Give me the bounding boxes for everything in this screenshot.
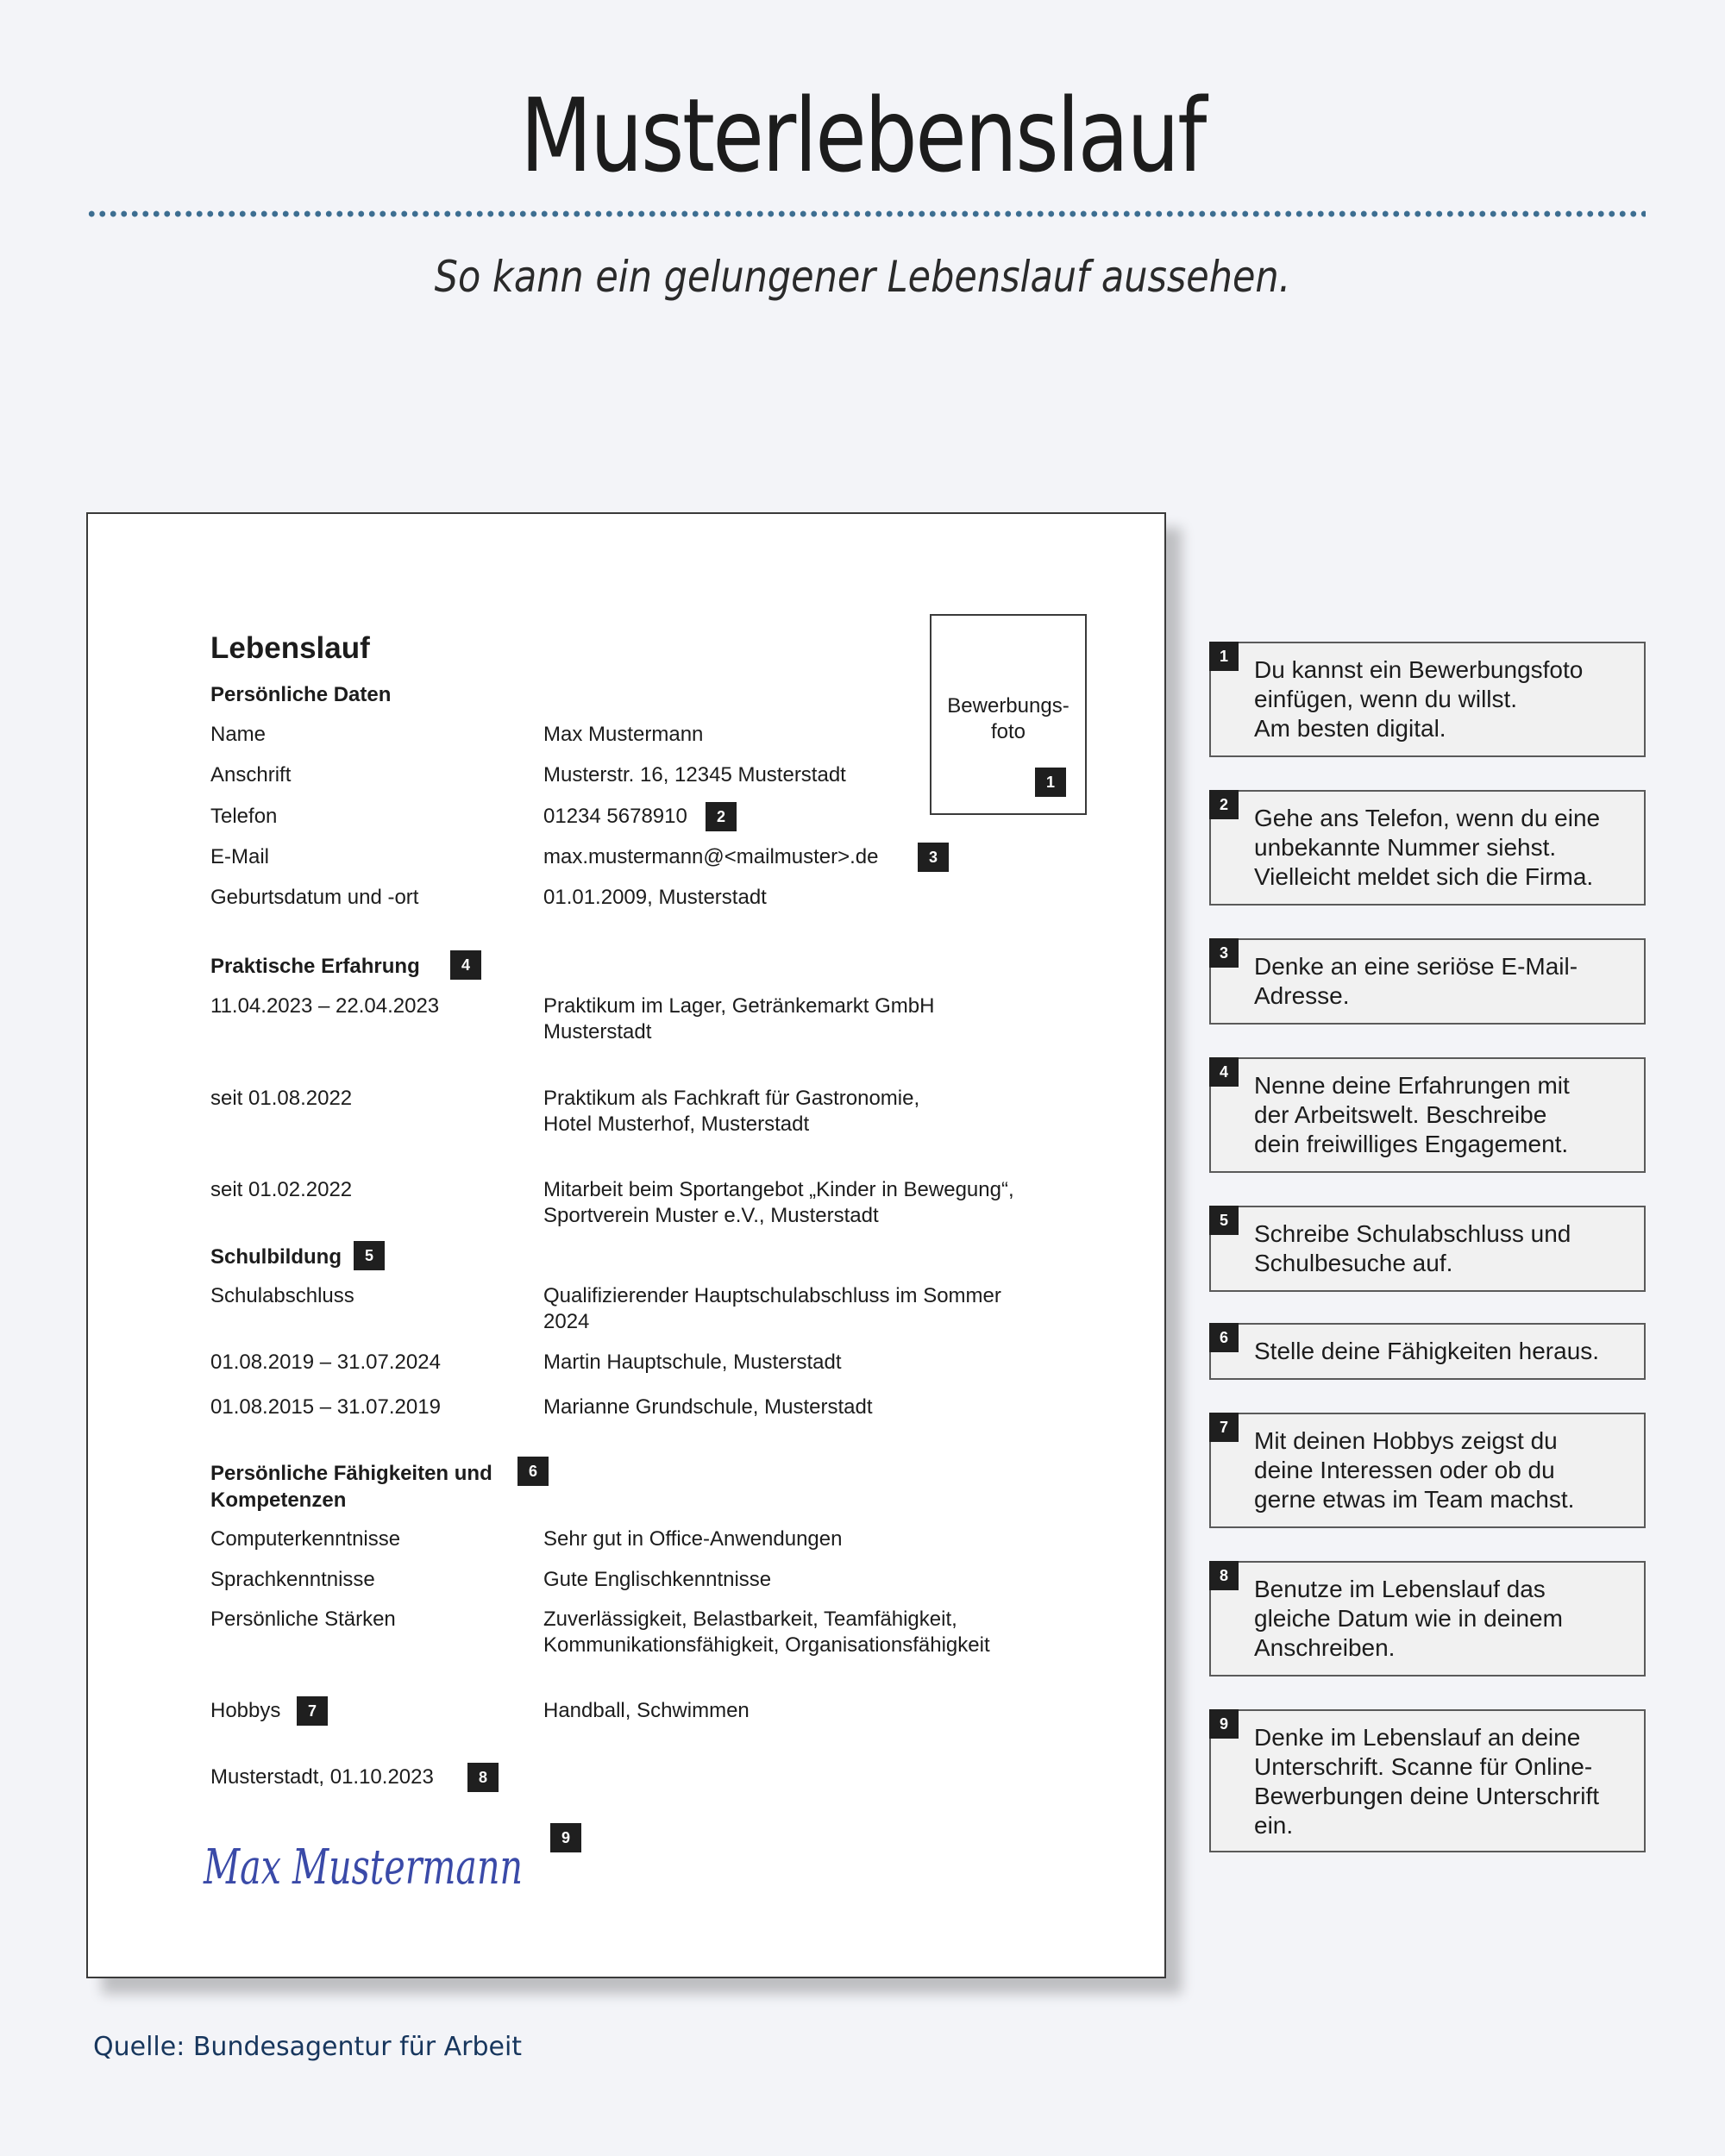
section-title-school: Schulbildung bbox=[210, 1245, 342, 1269]
value-phone: 01234 5678910 bbox=[543, 805, 687, 828]
exp-value-1b: Musterstadt bbox=[543, 1020, 652, 1044]
tip-text-1: Du kannst ein Bewerbungsfoto einfügen, wenn du willst. Am besten digital. bbox=[1254, 656, 1584, 742]
tip-marker-9: 9 bbox=[1209, 1709, 1239, 1739]
label-name: Name bbox=[210, 723, 267, 746]
exp-value-2a: Praktikum als Fachkraft für Gastronomie, bbox=[543, 1087, 920, 1110]
marker-3: 3 bbox=[918, 843, 949, 872]
tip-marker-4: 4 bbox=[1209, 1057, 1239, 1087]
tip-text-7: Mit deinen Hobbys zeigst du deine Interessen oder ob du gerne etwas im Team machst. bbox=[1254, 1427, 1575, 1513]
hobbies-value: Handball, Schwimmen bbox=[543, 1699, 750, 1722]
label-phone: Telefon bbox=[210, 805, 278, 828]
tip-text-2: Gehe ans Telefon, wenn du eine unbekannte Nummer siehst. Vielleicht meldet sich die Firma. bbox=[1254, 805, 1601, 890]
exp-date-3: seit 01.02.2022 bbox=[210, 1178, 353, 1201]
tip-box-3 bbox=[1209, 938, 1646, 1025]
value-email: max.mustermann@<mailmuster>.de bbox=[543, 845, 879, 868]
school-value-3: Marianne Grundschule, Musterstadt bbox=[543, 1395, 873, 1419]
source-credit: Quelle: Bundesagentur für Arbeit bbox=[93, 2032, 523, 2062]
tip-box-4 bbox=[1209, 1057, 1646, 1173]
tip-text-9: Denke im Lebenslauf an deine Unterschrift. Scanne für Online- Bewerbungen deine Unterschrift ein. bbox=[1254, 1724, 1600, 1839]
label-address: Anschrift bbox=[210, 763, 292, 787]
signature-text: Max Mustermann bbox=[203, 1839, 524, 1896]
tip-marker-1: 1 bbox=[1209, 642, 1239, 671]
photo-label: Bewerbungs- foto bbox=[947, 694, 1070, 743]
label-birth: Geburtsdatum und -ort bbox=[210, 886, 419, 909]
section-title-skills-1: Persönliche Fähigkeiten und bbox=[210, 1462, 492, 1485]
section-title-skills-2: Kompetenzen bbox=[210, 1489, 347, 1512]
tip-text-3: Denke an eine seriöse E-Mail- Adresse. bbox=[1254, 953, 1578, 1009]
value-name: Max Mustermann bbox=[543, 723, 704, 746]
tip-marker-8: 8 bbox=[1209, 1561, 1239, 1590]
exp-value-1a: Praktikum im Lager, Getränkemarkt GmbH bbox=[543, 994, 935, 1018]
tip-text-6: Stelle deine Fähigkeiten heraus. bbox=[1254, 1338, 1600, 1364]
tip-box-9 bbox=[1209, 1709, 1646, 1852]
tip-marker-6: 6 bbox=[1209, 1323, 1239, 1352]
tip-marker-3: 3 bbox=[1209, 938, 1239, 968]
tip-box-1 bbox=[1209, 642, 1646, 757]
hobbies-label: Hobbys bbox=[210, 1699, 281, 1722]
value-address: Musterstr. 16, 12345 Musterstadt bbox=[543, 763, 846, 787]
tip-box-5 bbox=[1209, 1206, 1646, 1292]
marker-5: 5 bbox=[354, 1241, 385, 1270]
skills-value-1: Sehr gut in Office-Anwendungen bbox=[543, 1527, 843, 1551]
cv-heading: Lebenslauf bbox=[210, 631, 370, 665]
exp-value-3b: Sportverein Muster e.V., Musterstadt bbox=[543, 1204, 879, 1227]
tip-text-8: Benutze im Lebenslauf das gleiche Datum wie in deinem Anschreiben. bbox=[1254, 1576, 1563, 1661]
label-email: E-Mail bbox=[210, 845, 270, 868]
section-title-personal: Persönliche Daten bbox=[210, 683, 392, 706]
signature bbox=[198, 1816, 543, 1911]
tip-box-7 bbox=[1209, 1413, 1646, 1528]
tip-box-6 bbox=[1209, 1323, 1646, 1380]
marker-4: 4 bbox=[450, 950, 481, 980]
place-date: Musterstadt, 01.10.2023 bbox=[210, 1765, 434, 1789]
school-label-3: 01.08.2015 – 31.07.2019 bbox=[210, 1395, 441, 1419]
exp-value-2b: Hotel Musterhof, Musterstadt bbox=[543, 1112, 810, 1136]
tip-text-4: Nenne deine Erfahrungen mit der Arbeitswelt. Beschreibe dein freiwilliges Engagement. bbox=[1254, 1072, 1570, 1157]
exp-value-3a: Mitarbeit beim Sportangebot „Kinder in Bewegung“, bbox=[543, 1178, 1014, 1201]
exp-date-1: 11.04.2023 – 22.04.2023 bbox=[210, 994, 440, 1018]
marker-1: 1 bbox=[1035, 768, 1066, 797]
skills-label-1: Computerkenntnisse bbox=[210, 1527, 401, 1551]
tip-box-2 bbox=[1209, 790, 1646, 906]
skills-label-3: Persönliche Stärken bbox=[210, 1608, 396, 1631]
school-label-1: Schulabschluss bbox=[210, 1284, 354, 1307]
skills-value-3b: Kommunikationsfähigkeit, Organisationsfähigkeit bbox=[543, 1633, 990, 1657]
photo-placeholder bbox=[930, 614, 1087, 815]
tip-marker-2: 2 bbox=[1209, 790, 1239, 819]
cv-sheet bbox=[86, 512, 1166, 1978]
value-birth: 01.01.2009, Musterstadt bbox=[543, 886, 767, 909]
page-title: Musterlebenslauf bbox=[520, 76, 1205, 195]
tip-text-5: Schreibe Schulabschluss und Schulbesuche auf. bbox=[1254, 1220, 1571, 1276]
tip-marker-5: 5 bbox=[1209, 1206, 1239, 1235]
marker-2: 2 bbox=[706, 802, 737, 831]
marker-8: 8 bbox=[467, 1763, 499, 1792]
school-value-2: Martin Hauptschule, Musterstadt bbox=[543, 1351, 842, 1374]
exp-date-2: seit 01.08.2022 bbox=[210, 1087, 353, 1110]
skills-value-2: Gute Englischkenntnisse bbox=[543, 1568, 772, 1591]
school-value-1a: Qualifizierender Hauptschulabschluss im Sommer bbox=[543, 1284, 1001, 1307]
tip-box-8 bbox=[1209, 1561, 1646, 1677]
marker-9: 9 bbox=[550, 1823, 581, 1852]
page-subtitle: So kann ein gelungener Lebenslauf aussehen. bbox=[434, 252, 1291, 302]
section-title-experience: Praktische Erfahrung bbox=[210, 955, 420, 978]
tip-marker-7: 7 bbox=[1209, 1413, 1239, 1442]
skills-value-3a: Zuverlässigkeit, Belastbarkeit, Teamfähigkeit, bbox=[543, 1608, 957, 1631]
skills-label-2: Sprachkenntnisse bbox=[210, 1568, 375, 1591]
marker-7: 7 bbox=[297, 1696, 328, 1726]
school-label-2: 01.08.2019 – 31.07.2024 bbox=[210, 1351, 441, 1374]
marker-6: 6 bbox=[518, 1457, 549, 1486]
school-value-1b: 2024 bbox=[543, 1310, 590, 1333]
dotted-divider bbox=[86, 210, 1646, 217]
